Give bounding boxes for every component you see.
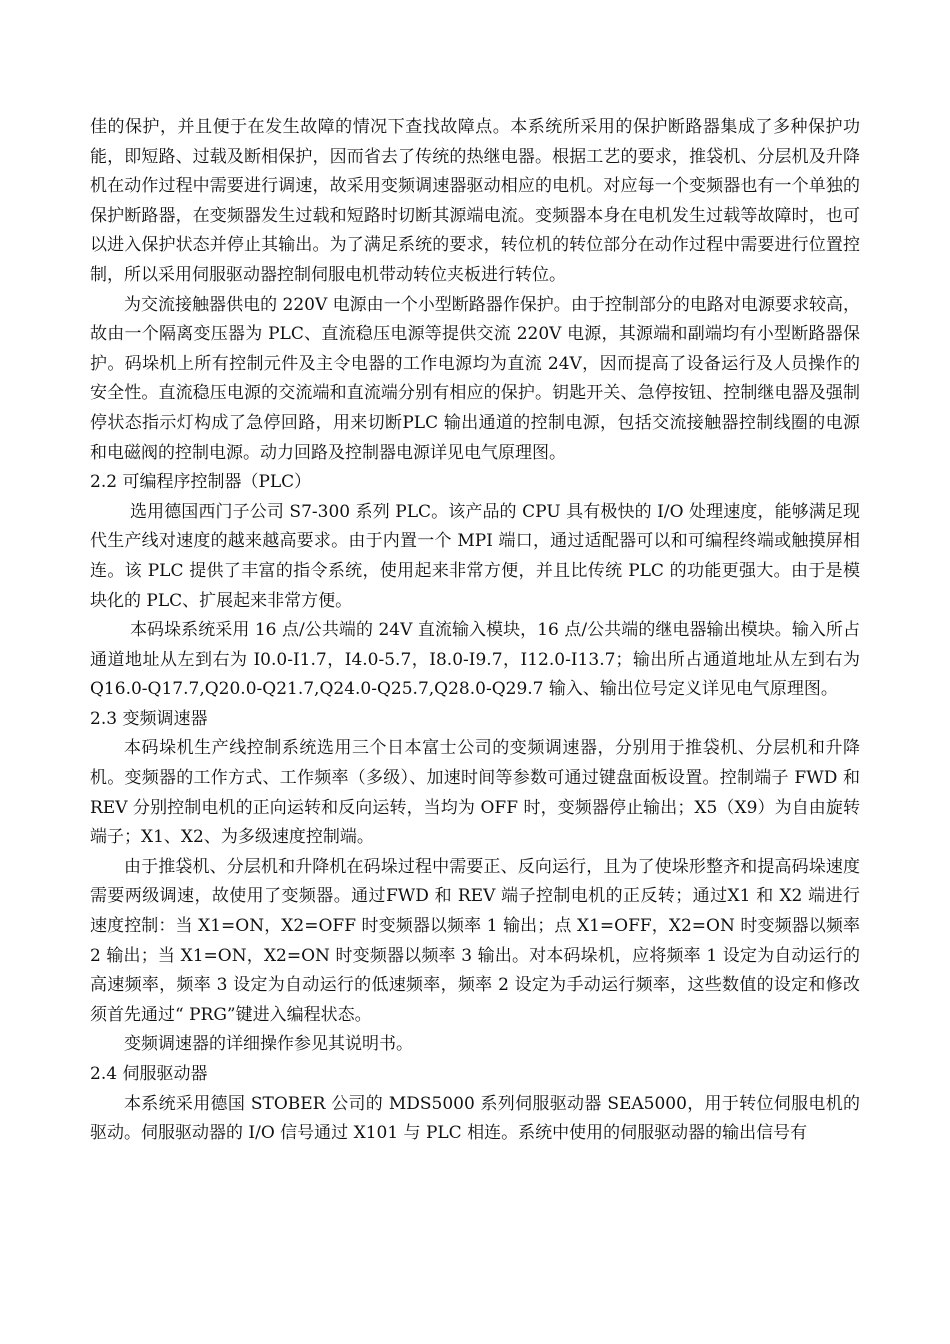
paragraph-inverter-speed-control: 由于推袋机、分层机和升降机在码垛过程中需要正、反向运行，且为了使垛形整齐和提高码垛速度需要两级调速，故使用了变频器。通过FWD 和 REV 端子控制电机的正反转；通过X1 和 X2 端进行速度控制：当 X1=ON，X2=OFF 时变频器以频率 1 输出；点 X1=OFF，X2=ON 时变频器以频率 2 输出；当 X1=ON，X2=ON 时变频器以频率 3 输出。对本码垛机，应将频率 1 设定为自动运行的高速频率，频率 3 设定为自动运行的低速频率，频率 2 设定为手动运行频率，这些数值的设定和修改须首先通过“ PRG”键进入编程状态。: [90, 856, 860, 1025]
section-heading-servo: 2.4 伺服驱动器: [90, 1064, 208, 1084]
paragraph-plc-selection: 选用德国西门子公司 S7-300 系列 PLC。该产品的 CPU 具有极快的 I/O 处理速度，能够满足现代生产线对速度的越来越高要求。由于内置一个 MPI 端口，通过适配器可以和可编程终端或触摸屏相连。该 PLC 提供了丰富的指令系统，使用起来非常方便，并且比传统 PLC 的功能更强大。由于是模块化的 PLC、扩展起来非常方便。: [90, 501, 860, 611]
paragraph-servo-driver: 本系统采用德国 STOBER 公司的 MDS5000 系列伺服驱动器 SEA5000，用于转位伺服电机的驱动。伺服驱动器的 I/O 信号通过 X101 与 PLC 相连。系统中使用的伺服驱动器的输出信号有: [90, 1093, 860, 1144]
section-heading-plc: 2.2 可编程序控制器（PLC）: [90, 472, 312, 493]
paragraph-inverter-manual-reference: 变频调速器的详细操作参见其说明书。: [124, 1034, 413, 1055]
paragraph-power-supply: 为交流接触器供电的 220V 电源由一个小型断路器作保护。由于控制部分的电路对电源要求较高，故由一个隔离变压器为 PLC、直流稳压电源等提供交流 220V 电源，其源端和副端均有小型断路器保护。码垛机上所有控制元件及主令电器的工作电源均为直流 24V，因而提高了设备运行及人员操作的安全性。直流稳压电源的交流端和直流端分别有相应的保护。钥匙开关、急停按钮、控制继电器及强制停状态指示灯构成了急停回路，用来切断PLC 输出通道的控制电源，包括交流接触器控制线圈的电源和电磁阀的控制电源。动力回路及控制器电源详见电气原理图。: [90, 294, 860, 463]
paragraph-plc-io-modules: 本码垛系统采用 16 点/公共端的 24V 直流输入模块，16 点/公共端的继电器输出模块。输入所占通道地址从左到右为 I0.0-I1.7，I4.0-5.7，I8.0-I9.7，I12.0-I13.7；输出所占通道地址从左到右为 Q16.0-Q17.7,Q20.0-Q21.7,Q24.0-Q25.7,Q28.0-Q29.7 输入、输出位号定义详见电气原理图。: [90, 620, 860, 700]
paragraph-protection-continued: 佳的保护，并且便于在发生故障的情况下查找故障点。本系统所采用的保护断路器集成了多种保护功能，即短路、过载及断相保护，因而省去了传统的热继电器。根据工艺的要求，推袋机、分层机及升降机在动作过程中需要进行调速，故采用变频调速器驱动相应的电机。对应每一个变频器也有一个单独的保护断路器，在变频器发生过载和短路时切断其源端电流。变频器本身在电机发生过载等故障时，也可以进入保护状态并停止其输出。为了满足系统的要求，转位机的转位部分在动作过程中需要进行位置控制，所以采用伺服驱动器控制伺服电机带动转位夹板进行转位。: [90, 117, 860, 285]
section-heading-inverter: 2.3 变频调速器: [90, 708, 208, 729]
paragraph-inverter-selection: 本码垛机生产线控制系统选用三个日本富士公司的变频调速器，分别用于推袋机、分层机和升降机。变频器的工作方式、工作频率（多级）、加速时间等参数可通过键盘面板设置。控制端子 FWD 和 REV 分别控制电机的正向运转和反向运转，当均为 OFF 时，变频器停止输出；X5（X9）为自由旋转端子；X1、X2、为多级速度控制端。: [90, 738, 860, 848]
document-body: [90, 113, 860, 1149]
